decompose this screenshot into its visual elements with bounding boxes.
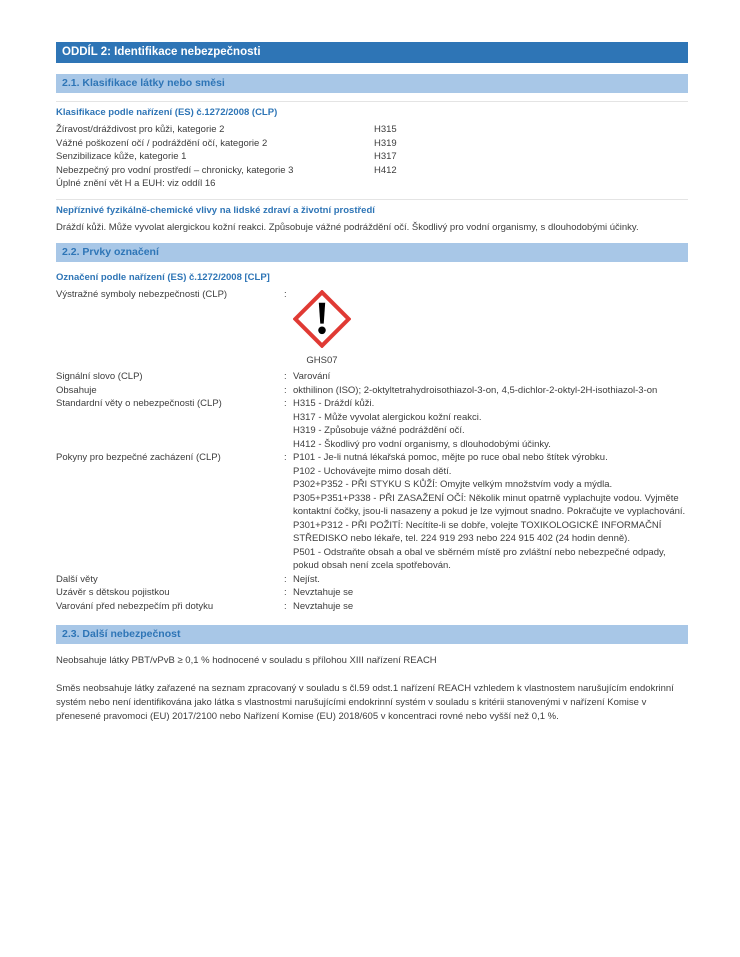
precaution-statements-label: Pokyny pro bezpečné zacházení (CLP) bbox=[56, 452, 221, 463]
pictogram-row-label: Výstražné symboly nebezpečnosti (CLP) bbox=[56, 289, 228, 300]
precaution-statement: P302+P352 - PŘI STYKU S KŮŽÍ: Omyjte velkým množstvím vody a mýdla. bbox=[293, 479, 613, 490]
hazard-statement: H317 - Může vyvolat alergickou kožní reakci. bbox=[293, 411, 482, 423]
colon-separator bbox=[284, 451, 293, 465]
section-2-3-header bbox=[56, 625, 688, 644]
hazard-class-label: Žíravost/dráždivost pro kůži, kategorie 2 bbox=[56, 124, 225, 135]
endocrine-statement: Směs neobsahuje látky zařazené na seznam zpracovaný v souladu s čl.59 odst.1 nařízení REACH vzhledem k vlastnostem narušujícím endokrinní systém nebo není identifikována jako látka s vlastnostmi narušujícími endokrinní systém v souladu s kritérii stanovenými v nařízení Komise v přenesené pravomoci (EU) 2017/2100 nebo Nařízení Komise (EU) 2018/605 v koncentraci rovné nebo vyšší než 0,1 %. bbox=[56, 683, 674, 722]
colon-separator bbox=[284, 573, 293, 587]
pictogram-row bbox=[56, 288, 688, 367]
hazard-statements-list bbox=[293, 397, 688, 451]
full-wording-note: Úplné znění vět H a EUH: viz oddíl 16 bbox=[56, 178, 216, 189]
classification-row bbox=[56, 150, 688, 164]
tactile-warning-label: Varování před nebezpečím při dotyku bbox=[56, 600, 214, 612]
colon-separator bbox=[284, 384, 293, 398]
hazard-code: H315 bbox=[374, 124, 397, 135]
section-2-1-header bbox=[56, 74, 688, 93]
section-2-3-title: 2.3. Další nebezpečnost bbox=[62, 628, 181, 640]
section-2-2-header bbox=[56, 243, 688, 262]
adverse-effects-heading: Nepříznivé fyzikálně-chemické vlivy na lidské zdraví a životní prostředí bbox=[56, 199, 688, 216]
hazard-class-label: Vážné poškození očí / podráždění očí, kategorie 2 bbox=[56, 137, 268, 149]
hazard-statement: H319 - Způsobuje vážné podráždění očí. bbox=[293, 425, 465, 436]
precaution-statements-list bbox=[293, 451, 688, 573]
hazard-code: H319 bbox=[374, 137, 397, 149]
signal-word-row bbox=[56, 370, 688, 384]
colon-separator bbox=[284, 288, 293, 302]
hazard-statement: H315 - Dráždí kůži. bbox=[293, 398, 375, 409]
other-sentences-value: Nejíst. bbox=[293, 573, 320, 585]
precaution-statement: P102 - Uchovávejte mimo dosah dětí. bbox=[293, 465, 452, 477]
other-sentences-row bbox=[56, 573, 688, 587]
hazard-class-label: Senzibilizace kůže, kategorie 1 bbox=[56, 151, 187, 162]
ghs07-pictogram bbox=[293, 288, 351, 367]
contains-row bbox=[56, 384, 688, 398]
hazard-code: H317 bbox=[374, 151, 397, 162]
colon-separator bbox=[284, 600, 293, 614]
colon-separator bbox=[284, 397, 293, 411]
hazard-statements-row bbox=[56, 397, 688, 451]
precaution-statement: P301+P312 - PŘI POŽITÍ: Necítíte-li se dobře, volejte TOXIKOLOGICKÉ INFORMAČNÍ STŘEDISKO nebo lékaře, tel. 224 919 293 nebo 224 915 402 (24 hodin denně). bbox=[293, 519, 662, 544]
hazard-statement: H412 - Škodlivý pro vodní organismy, s dlouhodobými účinky. bbox=[293, 438, 551, 450]
contains-label: Obsahuje bbox=[56, 384, 97, 396]
labeling-heading: Označení podle nařízení (ES) č.1272/2008 [CLP] bbox=[56, 272, 270, 283]
precaution-statement: P305+P351+P338 - PŘI ZASAŽENÍ OČÍ: Několik minut opatrně vyplachujte vodou. Vyjměte kontaktní čočky, jsou-li nasazeny a pokud je lze vyjmout snadno. Pokračujte ve vyplachování. bbox=[293, 492, 686, 517]
precaution-statement: P101 - Je-li nutná lékařská pomoc, mějte po ruce obal nebo štítek výrobku. bbox=[293, 452, 608, 463]
child-resistant-closure-label: Uzávěr s dětskou pojistkou bbox=[56, 587, 170, 598]
adverse-effects-text: Dráždí kůži. Může vyvolat alergickou kožní reakci. Způsobuje vážné podráždění očí. Škodlivý pro vodní organismy, s dlouhodobými účinky. bbox=[56, 221, 639, 233]
section-2-2-title: 2.2. Prvky označení bbox=[62, 246, 159, 258]
classification-row bbox=[56, 137, 688, 151]
child-resistant-closure-row bbox=[56, 586, 688, 600]
child-resistant-closure-value: Nevztahuje se bbox=[293, 587, 354, 598]
contains-value: okthilinon (ISO); 2-oktyltetrahydroisothiazol-3-on, 4,5-dichlor-2-oktyl-2H-isothiazol-3-on bbox=[293, 384, 658, 396]
section-2-header bbox=[56, 42, 688, 63]
pictogram-code-label: GHS07 bbox=[306, 354, 338, 366]
signal-word-value: Varování bbox=[293, 371, 331, 382]
classification-row bbox=[56, 164, 688, 178]
tactile-warning-value: Nevztahuje se bbox=[293, 600, 354, 612]
classification-row bbox=[56, 123, 688, 137]
precaution-statement: P501 - Odstraňte obsah a obal ve sběrném místě pro zvláštní nebo nebezpečné odpady, pokud obsah není zcela spotřebován. bbox=[293, 546, 666, 571]
pictogram-cell bbox=[293, 288, 688, 367]
hazard-class-label: Nebezpečný pro vodní prostředí – chronicky, kategorie 3 bbox=[56, 164, 294, 176]
exclamation-mark-icon bbox=[293, 290, 351, 348]
precaution-statements-row bbox=[56, 451, 688, 573]
colon-separator bbox=[284, 586, 293, 600]
hazard-code: H412 bbox=[374, 164, 397, 176]
paragraph-spacer bbox=[56, 668, 688, 682]
section-2-1-title: 2.1. Klasifikace látky nebo směsi bbox=[62, 77, 225, 89]
colon-separator bbox=[284, 370, 293, 384]
signal-word-label: Signální slovo (CLP) bbox=[56, 371, 143, 382]
section-2-title: ODDÍL 2: Identifikace nebezpečnosti bbox=[62, 46, 261, 58]
other-sentences-label: Další věty bbox=[56, 573, 98, 585]
hazard-statements-label: Standardní věty o nebezpečnosti (CLP) bbox=[56, 398, 222, 409]
clp-classification-heading: Klasifikace podle nařízení (ES) č.1272/2008 (CLP) bbox=[56, 101, 688, 118]
pbt-statement: Neobsahuje látky PBT/vPvB ≥ 0,1 % hodnocené v souladu s přílohou XIII nařízení REACH bbox=[56, 655, 437, 666]
tactile-warning-row bbox=[56, 600, 688, 614]
classification-table bbox=[56, 123, 688, 191]
